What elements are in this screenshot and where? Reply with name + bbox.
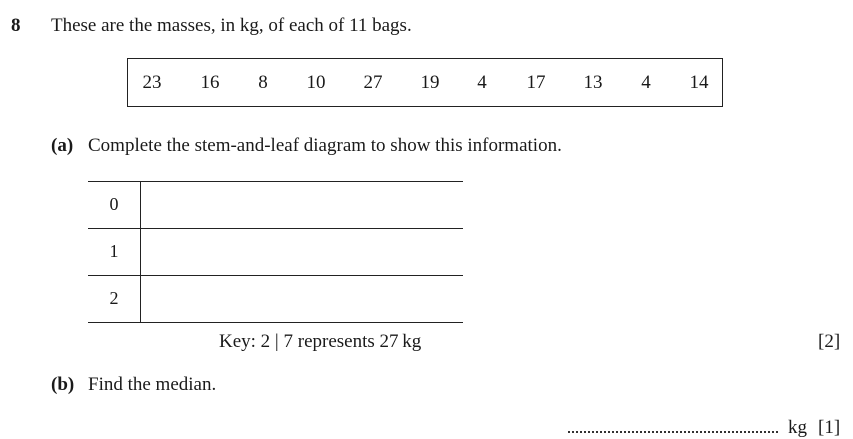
part-a-marks: [2]: [818, 331, 841, 352]
leaf-answer-row-1[interactable]: [141, 229, 462, 275]
diagram-key: Key: 2 | 7 represents 27 kg: [219, 331, 422, 352]
mass-value: 23: [142, 72, 162, 93]
mass-value: 4: [477, 72, 487, 93]
mass-value: 4: [641, 72, 651, 93]
mass-value: 8: [258, 72, 268, 93]
stem-0: 0: [109, 194, 119, 214]
stem-2: 2: [109, 288, 119, 308]
mass-value: 19: [420, 72, 440, 93]
mass-value: 27: [363, 72, 383, 93]
part-b-instruction: Find the median.: [88, 374, 217, 395]
masses-table: [127, 58, 723, 107]
part-a-label: (a): [51, 135, 74, 156]
median-unit: kg: [788, 417, 807, 438]
stem-1: 1: [109, 241, 119, 261]
diagram-bottom-rule: [88, 322, 463, 323]
median-answer-line[interactable]: [568, 431, 778, 433]
part-b-label: (b): [51, 374, 75, 395]
mass-value: 16: [200, 72, 220, 93]
mass-value: 10: [306, 72, 326, 93]
mass-value: 14: [689, 72, 709, 93]
mass-value: 13: [583, 72, 603, 93]
leaf-answer-row-2[interactable]: [141, 276, 462, 322]
mass-value: 17: [526, 72, 546, 93]
part-b-marks: [1]: [818, 417, 841, 438]
part-a-instruction: Complete the stem-and-leaf diagram to show this information.: [88, 135, 562, 156]
question-intro: These are the masses, in kg, of each of 11 bags.: [51, 15, 412, 36]
question-number: 8: [11, 15, 21, 36]
leaf-answer-row-0[interactable]: [141, 182, 462, 228]
